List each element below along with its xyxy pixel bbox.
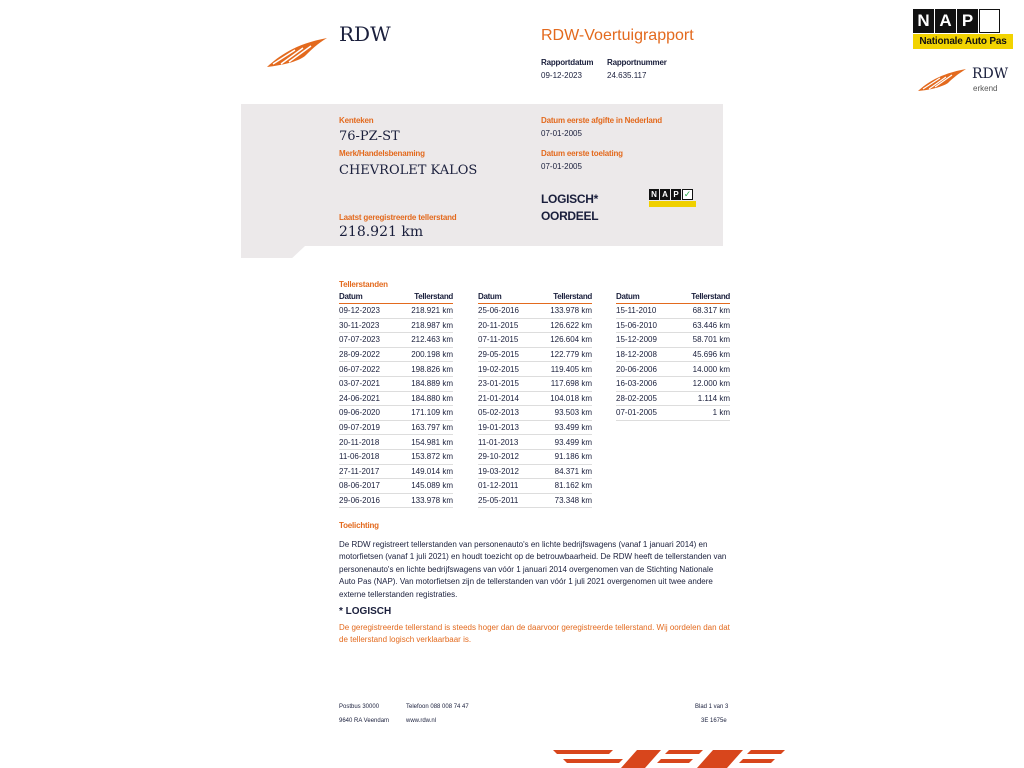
rdw-erkend-brand: RDW — [972, 66, 1009, 82]
table-row — [616, 377, 730, 392]
verdict-line-2: OORDEEL — [541, 209, 599, 223]
row-date: 29-10-2012 — [478, 452, 519, 462]
row-reading: 154.981 km — [411, 437, 453, 447]
table-row — [616, 333, 730, 348]
explanation-title: Toelichting — [339, 521, 379, 530]
logisch-text: De geregistreerde tellerstand is steeds hoger dan de daarvoor geregistreerde tellerstand. Wij oordelen dan dat de tellerstand logisch verklaarbaar is. — [339, 623, 730, 645]
table-row — [339, 319, 453, 334]
table-row — [478, 479, 592, 494]
table-row — [478, 362, 592, 377]
rdw-feather-logo — [265, 34, 329, 68]
table-row — [478, 319, 592, 334]
row-reading: 198.826 km — [411, 364, 453, 374]
nap-letter: N — [913, 9, 934, 33]
row-reading: 200.198 km — [411, 350, 453, 360]
first-issue-nl-value: 07-01-2005 — [541, 129, 582, 138]
header-date: Datum — [478, 292, 502, 301]
table-row — [339, 421, 453, 436]
row-reading: 93.503 km — [554, 408, 592, 418]
nap-small-letter: P — [671, 189, 681, 200]
table-row — [616, 392, 730, 407]
row-reading: 218.921 km — [411, 306, 453, 316]
merk-value: CHEVROLET KALOS — [339, 163, 478, 178]
row-date: 11-06-2018 — [339, 452, 380, 462]
table-row — [339, 377, 453, 392]
table-row — [616, 406, 730, 421]
row-date: 07-07-2023 — [339, 335, 380, 345]
nap-letter: A — [935, 9, 956, 33]
table-row — [478, 333, 592, 348]
row-date: 01-12-2011 — [478, 481, 519, 491]
verdict — [541, 191, 598, 225]
row-reading: 81.162 km — [554, 481, 592, 491]
report-number-label: Rapportnummer — [607, 58, 667, 67]
checkmark-icon: ✓ — [683, 189, 692, 199]
nap-small-letter: A — [660, 189, 670, 200]
table-row — [339, 450, 453, 465]
row-reading: 68.317 km — [692, 306, 730, 316]
row-reading: 104.018 km — [550, 393, 592, 403]
row-reading: 126.622 km — [550, 320, 592, 330]
decorative-stripes — [553, 746, 785, 768]
report-number: 24.635.117 — [607, 71, 647, 80]
row-reading: 212.463 km — [411, 335, 453, 345]
row-reading: 1.114 km — [697, 393, 730, 403]
last-odometer-value: 218.921 km — [339, 224, 424, 240]
row-reading: 153.872 km — [411, 452, 453, 462]
table-row — [478, 421, 592, 436]
table-row — [339, 362, 453, 377]
first-admission-value: 07-01-2005 — [541, 162, 582, 171]
rows — [616, 304, 730, 421]
footer-web[interactable]: www.rdw.nl — [406, 718, 437, 724]
row-date: 15-06-2010 — [616, 320, 657, 330]
table-row — [478, 377, 592, 392]
table-row — [478, 450, 592, 465]
row-reading: 117.698 km — [550, 379, 592, 389]
row-reading: 184.889 km — [411, 379, 453, 389]
footer-phone: Telefoon 088 008 74 47 — [406, 704, 469, 710]
table-row — [478, 435, 592, 450]
rows — [478, 304, 592, 508]
row-reading: 119.405 km — [550, 364, 592, 374]
header-reading: Tellerstand — [414, 292, 453, 301]
row-date: 15-11-2010 — [616, 306, 657, 316]
nap-badge-small — [649, 189, 693, 200]
row-date: 20-11-2015 — [478, 320, 519, 330]
header-date: Datum — [339, 292, 363, 301]
row-date: 25-05-2011 — [478, 496, 519, 506]
table-row — [478, 392, 592, 407]
odometer-column-1 — [339, 292, 453, 508]
header-date: Datum — [616, 292, 640, 301]
first-issue-nl-label: Datum eerste afgifte in Nederland — [541, 116, 662, 125]
rdw-erkend-feather-icon — [917, 66, 967, 92]
row-date: 15-12-2009 — [616, 335, 657, 345]
column-header — [339, 292, 453, 304]
row-date: 20-06-2006 — [616, 364, 657, 374]
row-date: 29-06-2016 — [339, 496, 380, 506]
row-date: 21-01-2014 — [478, 393, 519, 403]
header-reading: Tellerstand — [691, 292, 730, 301]
table-row — [339, 479, 453, 494]
nap-letter: P — [957, 9, 978, 33]
footer-city: 9640 RA Veendam — [339, 718, 390, 724]
row-date: 05-02-2013 — [478, 408, 519, 418]
report-date: 09-12-2023 — [541, 71, 582, 80]
nap-tagline: Nationale Auto Pas — [913, 34, 1013, 49]
report-title: RDW-Voertuigrapport — [541, 27, 694, 44]
row-date: 18-12-2008 — [616, 350, 657, 360]
row-reading: 63.446 km — [692, 320, 730, 330]
row-date: 25-06-2016 — [478, 306, 519, 316]
row-reading: 12.000 km — [692, 379, 730, 389]
footer-code: 3E 1675e — [701, 718, 727, 724]
column-header — [616, 292, 730, 304]
column-header — [478, 292, 592, 304]
table-row — [616, 348, 730, 363]
table-row — [339, 435, 453, 450]
rows — [339, 304, 453, 508]
row-date: 09-12-2023 — [339, 306, 380, 316]
row-date: 30-11-2023 — [339, 320, 380, 330]
row-date: 24-06-2021 — [339, 393, 380, 403]
row-date: 07-01-2005 — [616, 408, 657, 418]
row-reading: 1 km — [712, 408, 730, 418]
row-reading: 45.696 km — [692, 350, 730, 360]
row-date: 03-07-2021 — [339, 379, 380, 389]
table-row — [616, 362, 730, 377]
row-date: 08-06-2017 — [339, 481, 380, 491]
nap-box — [979, 9, 1000, 33]
row-date: 28-02-2005 — [616, 393, 657, 403]
row-date: 19-01-2013 — [478, 423, 519, 433]
odometer-history-title: Tellerstanden — [339, 280, 388, 289]
row-date: 19-02-2015 — [478, 364, 519, 374]
verdict-line-1: LOGISCH* — [541, 192, 598, 206]
row-reading: 93.499 km — [554, 437, 592, 447]
table-row — [339, 333, 453, 348]
row-date: 19-03-2012 — [478, 466, 519, 476]
row-reading: 84.371 km — [554, 466, 592, 476]
row-reading: 14.000 km — [692, 364, 730, 374]
row-reading: 145.089 km — [411, 481, 453, 491]
row-date: 06-07-2022 — [339, 364, 380, 374]
first-admission-label: Datum eerste toelating — [541, 149, 623, 158]
brand-name: RDW — [339, 22, 391, 46]
footer-page: Blad 1 van 3 — [695, 704, 729, 710]
table-row — [339, 392, 453, 407]
row-reading: 93.499 km — [554, 423, 592, 433]
nap-small-letter: N — [649, 189, 659, 200]
odometer-column-3 — [616, 292, 730, 421]
odometer-column-2 — [478, 292, 592, 508]
row-date: 27-11-2017 — [339, 466, 380, 476]
row-date: 09-06-2020 — [339, 408, 380, 418]
row-reading: 184.880 km — [411, 393, 453, 403]
row-date: 28-09-2022 — [339, 350, 380, 360]
table-row — [339, 494, 453, 509]
row-date: 29-05-2015 — [478, 350, 519, 360]
table-row — [478, 406, 592, 421]
row-reading: 58.701 km — [692, 335, 730, 345]
table-row — [478, 348, 592, 363]
table-row — [339, 304, 453, 319]
summary-panel — [241, 104, 723, 246]
row-date: 16-03-2006 — [616, 379, 657, 389]
row-reading: 133.978 km — [550, 306, 592, 316]
row-reading: 218.987 km — [411, 320, 453, 330]
table-row — [339, 406, 453, 421]
nap-small-bar — [649, 201, 696, 207]
footer-postbus: Postbus 30000 — [339, 704, 380, 710]
table-row — [478, 465, 592, 480]
nap-logo — [913, 9, 1013, 50]
panel-tail — [241, 246, 305, 258]
merk-label: Merk/Handelsbenaming — [339, 149, 425, 158]
table-row — [478, 494, 592, 509]
row-reading: 126.604 km — [550, 335, 592, 345]
row-reading: 133.978 km — [411, 496, 453, 506]
kenteken-label: Kenteken — [339, 116, 374, 125]
row-reading: 73.348 km — [554, 496, 592, 506]
last-odometer-label: Laatst geregistreerde tellerstand — [339, 213, 457, 222]
header-reading: Tellerstand — [553, 292, 592, 301]
row-reading: 163.797 km — [411, 423, 453, 433]
row-date: 20-11-2018 — [339, 437, 380, 447]
table-row — [616, 304, 730, 319]
logisch-title: * LOGISCH — [339, 606, 392, 617]
table-row — [478, 304, 592, 319]
row-reading: 149.014 km — [411, 466, 453, 476]
row-date: 11-01-2013 — [478, 437, 519, 447]
row-date: 23-01-2015 — [478, 379, 519, 389]
row-date: 07-11-2015 — [478, 335, 519, 345]
table-row — [616, 319, 730, 334]
row-reading: 91.186 km — [554, 452, 592, 462]
row-reading: 122.779 km — [550, 350, 592, 360]
erkend-label: erkend — [973, 84, 998, 93]
report-date-label: Rapportdatum — [541, 58, 594, 67]
row-reading: 171.109 km — [411, 408, 453, 418]
row-date: 09-07-2019 — [339, 423, 380, 433]
table-row — [339, 465, 453, 480]
explanation-text: De RDW registreert tellerstanden van personenauto's en lichte bedrijfswagens (vanaf 1 januari 2014) en motorfietsen (vanaf 1 juli 2021) en houdt toezicht op de betrouwbaarheid. De RDW heeft de tellerstanden van personenauto's en lichte bedrijfswagens van vóór 1 januari 2014 overgenomen van de Stichting Nationale Auto Pas (NAP). Van motorfietsen zijn de tellerstanden van vóór 1 juli 2021 overgenomen uit twee andere externe tellerstanden registraties. — [339, 540, 727, 599]
kenteken-value: 76-PZ-ST — [339, 129, 400, 144]
table-row — [339, 348, 453, 363]
